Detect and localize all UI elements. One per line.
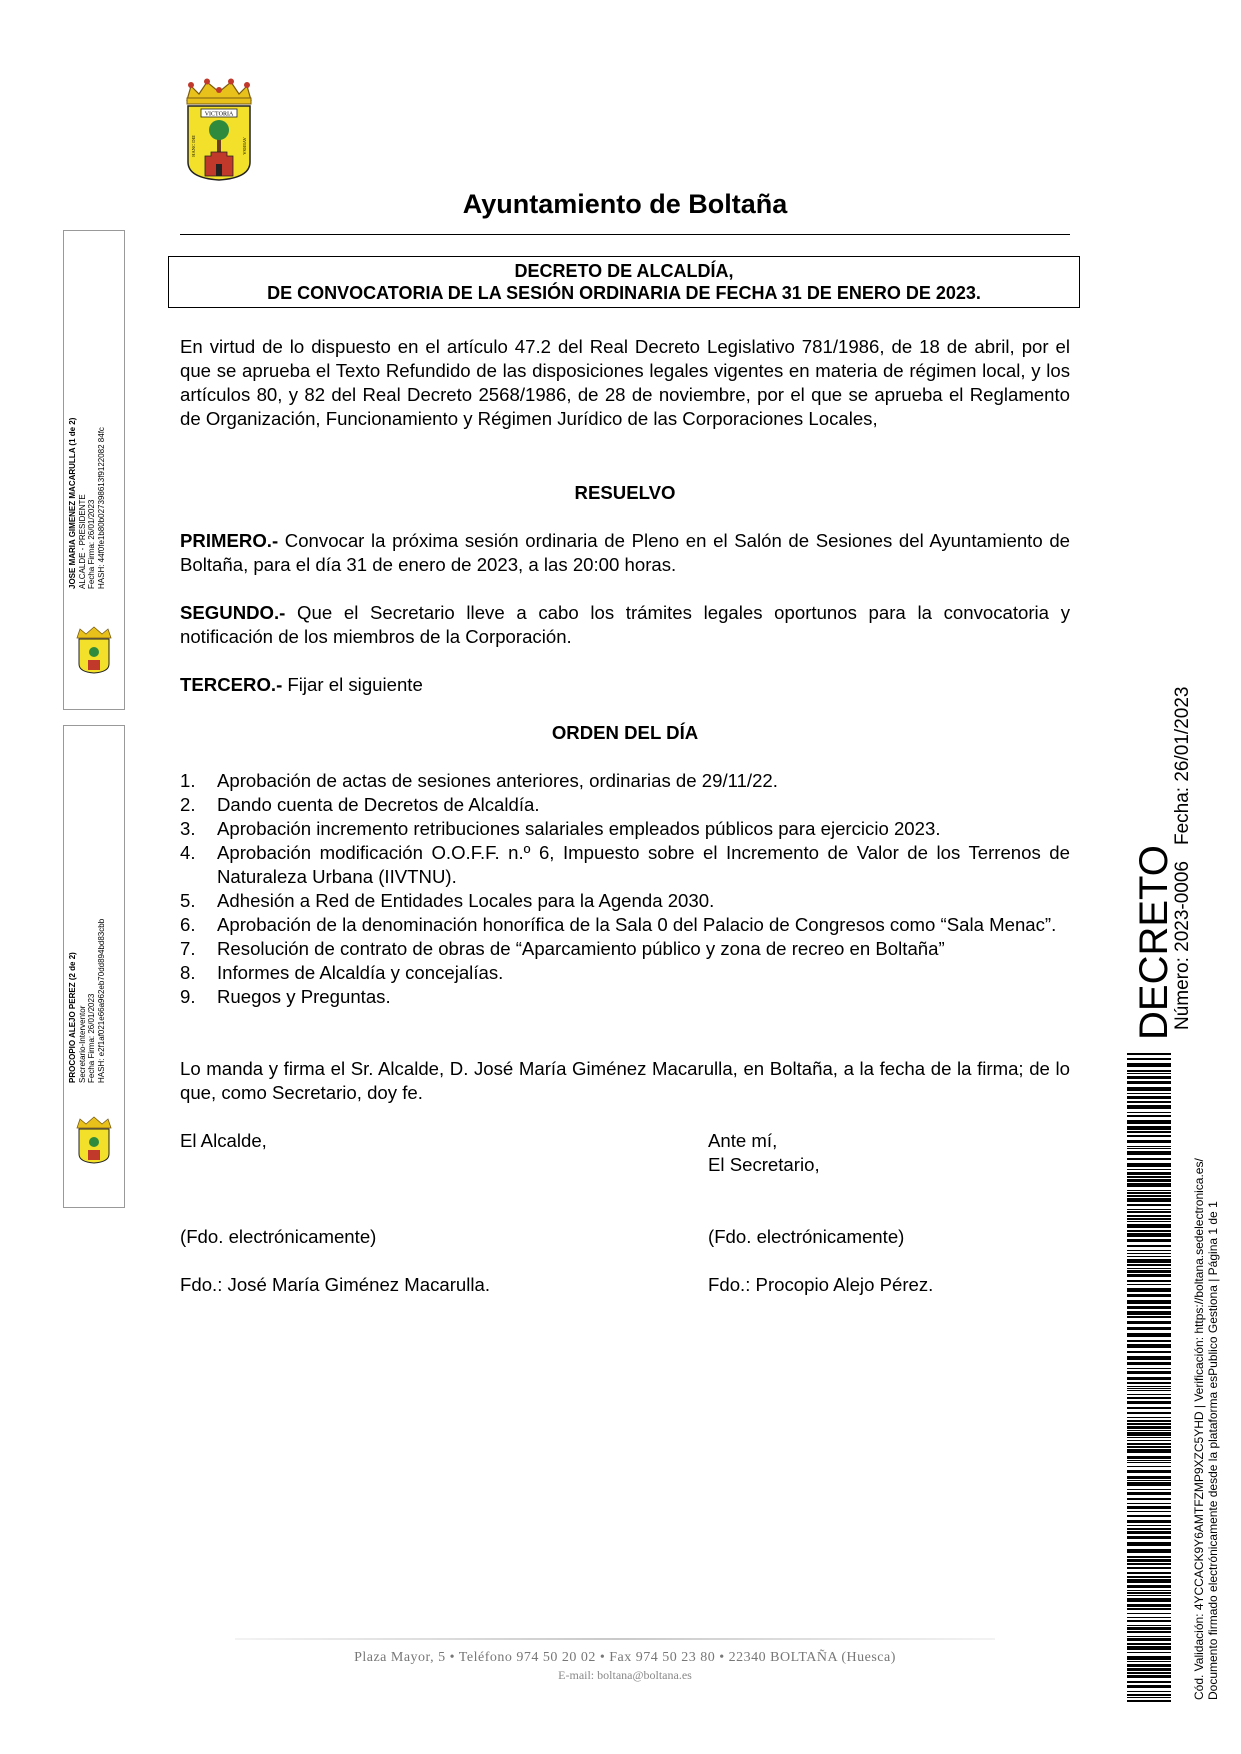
barcode-bar: [1127, 1604, 1171, 1607]
primero-paragraph: [180, 529, 1070, 577]
barcode-bar: [1127, 1681, 1171, 1683]
primero-label: PRIMERO.-: [180, 530, 279, 551]
agenda-item-text: Dando cuenta de Decretos de Alcaldía.: [217, 794, 540, 815]
barcode-bar: [1127, 1572, 1171, 1574]
barcode-bar: [1127, 1192, 1171, 1194]
barcode-bar: [1127, 1245, 1171, 1247]
agenda-item-text: Aprobación de actas de sesiones anteriores, ordinarias de 29/11/22.: [217, 770, 778, 791]
barcode-bar: [1127, 1356, 1171, 1360]
barcode-bar: [1127, 1076, 1171, 1079]
barcode-bar: [1127, 1576, 1171, 1578]
agenda-item-number: 9.: [180, 986, 196, 1007]
agenda-heading: ORDEN DEL DÍA: [551, 722, 699, 743]
barcode-bar: [1127, 1466, 1171, 1467]
barcode-bar: [1127, 1053, 1171, 1055]
secretary-role-line-1: Ante mí,: [708, 1130, 778, 1151]
barcode-bar: [1127, 1470, 1171, 1473]
agenda-item-number: 2.: [180, 794, 196, 815]
decree-date: Fecha: 26/01/2023: [1172, 686, 1193, 845]
agenda-item: [180, 913, 1070, 937]
barcode-bar: [1127, 1520, 1171, 1523]
barcode-bar: [1127, 1638, 1171, 1641]
agenda-item-number: 7.: [180, 938, 196, 959]
barcode-bar: [1127, 1668, 1171, 1671]
barcode-bar: [1127, 1096, 1171, 1099]
agenda-list: [180, 769, 1070, 1009]
barcode-bar: [1127, 1377, 1171, 1380]
barcode-bar: [1127, 1506, 1171, 1509]
barcode-bar: [1127, 1476, 1171, 1479]
barcode-bar: [1127, 1362, 1171, 1365]
barcode-bar: [1127, 1489, 1171, 1490]
footer-address: Plaza Mayor, 5 • Teléfono 974 50 20 02 • Fax 974 50 23 80 • 22340 BOLTAÑA (Huesca): [354, 1650, 896, 1665]
agenda-item-text: Aprobación modificación O.O.F.F. n.º 6, Impuesto sobre el Incremento de Valor de los Terrenos de Naturaleza Urbana (IIVTNU).: [217, 842, 1070, 887]
resuelvo-heading: RESUELVO: [574, 482, 676, 503]
barcode-bar: [1127, 1112, 1171, 1113]
barcode-bar: [1127, 1063, 1171, 1067]
coat-of-arms-logo: [181, 78, 257, 182]
tercero-label: TERCERO.-: [180, 674, 283, 695]
barcode-bar: [1127, 1224, 1171, 1228]
decree-number: Número: 2023-0006: [1172, 861, 1193, 1030]
barcode-bar: [1127, 1195, 1171, 1197]
barcode-bar: [1127, 1617, 1171, 1618]
barcode-bar: [1127, 1300, 1171, 1304]
agenda-item: [180, 889, 1070, 913]
barcode-bar: [1127, 1209, 1171, 1210]
barcode-bar: [1127, 1697, 1171, 1698]
barcode-bar: [1127, 1675, 1171, 1678]
agenda-item-number: 4.: [180, 842, 196, 863]
barcode-bar: [1127, 1284, 1171, 1285]
barcode-bar: [1127, 1556, 1171, 1558]
barcode-bar: [1127, 1230, 1171, 1232]
segundo-text: Que el Secretario lleve a cabo los trámites legales oportunos para la convocatoria y notificación de los miembros de la Corporación.: [180, 602, 1070, 647]
validation-code-line: Cód. Validación: 4YCCACK9Y6AMTFZMP9XZC5YHD | Verificación: https://boltana.sedelectronica.es/: [1192, 1158, 1206, 1700]
segundo-label: SEGUNDO.-: [180, 602, 286, 623]
organization-title: Ayuntamiento de Boltaña: [462, 189, 788, 219]
barcode-bar: [1127, 1691, 1171, 1692]
barcode-bar: [1127, 1190, 1171, 1191]
barcode-bar: [1127, 1656, 1171, 1660]
mayor-electronic-signature: (Fdo. electrónicamente): [180, 1226, 377, 1247]
footer-email: E-mail: boltana@boltana.es: [558, 1668, 692, 1682]
agenda-item: [180, 841, 1070, 889]
barcode-bar: [1127, 1344, 1171, 1348]
barcode-bar: [1127, 1148, 1171, 1149]
secretary-role: [708, 1129, 1068, 1177]
barcode-bar: [1127, 1105, 1171, 1109]
barcode-bar: [1127, 1146, 1171, 1147]
tercero-paragraph: [180, 673, 1070, 697]
barcode-bar: [1127, 1093, 1171, 1094]
barcode-bar: [1127, 1417, 1171, 1418]
barcode-bar: [1127, 1135, 1171, 1137]
barcode-bar: [1127, 1340, 1171, 1342]
barcode-bar: [1127, 1407, 1171, 1409]
header-divider: [180, 234, 1070, 235]
barcode-bar: [1127, 1449, 1171, 1453]
barcode-bar: [1127, 1412, 1171, 1414]
decree-title-line-1: DECRETO DE ALCALDÍA,: [514, 261, 734, 281]
barcode-bar: [1127, 1536, 1171, 1539]
barcode-bar: [1127, 1625, 1171, 1626]
agenda-item-number: 3.: [180, 818, 196, 839]
barcode-bar: [1127, 1183, 1171, 1187]
barcode-bar: [1127, 1613, 1171, 1614]
signature-stamp-text: JOSE MARIA GIMENEZ MACARULLA (1 de 2) ALCALDE - PRESIDENTE Fecha Firma: 26/01/2023 HASH: 44f0fe1b80b027398613f9122082 84fc: [68, 417, 106, 589]
decree-title-box: [168, 256, 1080, 308]
decree-title-line-2: DE CONVOCATORIA DE LA SESIÓN ORDINARIA DE FECHA 31 DE ENERO DE 2023.: [267, 283, 981, 303]
barcode-bar: [1127, 1420, 1171, 1422]
barcode-bar: [1127, 1316, 1171, 1318]
barcode-bar: [1127, 1652, 1171, 1653]
barcode-bar: [1127, 1070, 1171, 1072]
barcode-bar: [1127, 1694, 1171, 1696]
svg-text:HANC DEI: HANC DEI: [191, 135, 196, 157]
barcode-bar: [1127, 1661, 1171, 1662]
svg-text:AVERSA: AVERSA: [242, 137, 247, 155]
barcode-bar: [1127, 1087, 1171, 1091]
barcode-bar: [1127, 1598, 1171, 1602]
barcode-bar: [1127, 1081, 1171, 1084]
barcode-bar: [1127, 1437, 1171, 1438]
barcode-bar: [1127, 1101, 1171, 1103]
barcode-bar: [1127, 1294, 1171, 1297]
agenda-item-number: 8.: [180, 962, 196, 983]
barcode-bar: [1127, 1311, 1171, 1315]
barcode-bar: [1127, 1233, 1171, 1237]
barcode-bar: [1127, 1620, 1171, 1622]
barcode-bar: [1127, 1327, 1171, 1330]
coat-of-arms-small-icon: [73, 1116, 115, 1164]
barcode-bar: [1127, 1288, 1171, 1292]
barcode-bar: [1127, 1480, 1171, 1481]
signature-stamp-secretary: [63, 725, 125, 1208]
barcode-bar: [1127, 1172, 1171, 1175]
barcode-bar: [1127, 1664, 1171, 1667]
barcode-bar: [1127, 1492, 1171, 1495]
barcode-bar: [1127, 1440, 1171, 1441]
agenda-item: [180, 793, 1070, 817]
barcode-bar: [1127, 1215, 1171, 1217]
barcode-bar: [1127, 1672, 1171, 1674]
tercero-text: Fijar el siguiente: [282, 674, 423, 695]
barcode-bar: [1127, 1394, 1171, 1395]
barcode-bar: [1127, 1268, 1171, 1269]
barcode-bar: [1127, 1126, 1171, 1130]
barcode-bar: [1127, 1549, 1171, 1553]
barcode-bar: [1127, 1579, 1171, 1583]
barcode-bar: [1127, 1390, 1171, 1391]
preamble-paragraph: En virtud de lo dispuesto en el artículo 47.2 del Real Decreto Legislativo 781/1986, de 18 de abril, por el que se aprueba el Texto Refundido de las disposiciones legales vigentes en materia de régimen local, y los artículos 80, y 82 del Real Decreto 2568/1986, de 28 de noviembre, por el que se aprueba el Reglamento de Organización, Funcionamiento y Régimen Jurídico de las Corporaciones Locales,: [180, 336, 1070, 429]
secretary-signature-name: Fdo.: Procopio Alejo Pérez.: [708, 1274, 934, 1295]
barcode-bar: [1127, 1151, 1171, 1155]
validation-text: [1192, 1158, 1220, 1700]
barcode-bar: [1127, 1163, 1171, 1167]
barcode-bar: [1127, 1306, 1171, 1309]
barcode-bar: [1127, 1608, 1171, 1610]
barcode-bar: [1127, 1525, 1171, 1526]
signature-stamp-text: PROCOPIO ALEJO PEREZ (2 de 2) Secretario-Interventor Fecha Firma: 26/01/2023 HASH: e2f1af021e66a962eb70dd894bd83cbb: [68, 918, 106, 1083]
agenda-item: [180, 985, 1070, 1009]
mayor-role: El Alcalde,: [180, 1130, 267, 1151]
barcode-bar: [1127, 1158, 1171, 1160]
barcode-bar: [1127, 1256, 1171, 1257]
barcode-bar: [1127, 1636, 1171, 1637]
barcode-bar: [1127, 1382, 1171, 1384]
barcode-bar: [1127, 1585, 1171, 1588]
barcode-bar: [1127, 1058, 1171, 1060]
barcode-bar: [1127, 1397, 1171, 1399]
barcode-bar: [1127, 1221, 1171, 1222]
agenda-item-number: 6.: [180, 914, 196, 935]
barcode-bar: [1127, 1274, 1171, 1277]
barcode-bar: [1127, 1567, 1171, 1569]
barcode-bar: [1127, 1073, 1171, 1074]
barcode-bar: [1127, 1386, 1171, 1387]
barcode-bar: [1127, 1685, 1171, 1688]
barcode-bar: [1127, 1280, 1171, 1282]
agenda-item: [180, 817, 1070, 841]
barcode-bar: [1127, 1528, 1171, 1530]
svg-text:VICTORIA: VICTORIA: [204, 111, 234, 118]
barcode-bar: [1127, 1115, 1171, 1117]
barcode-bar: [1127, 1460, 1171, 1461]
barcode-bar: [1127, 1179, 1171, 1182]
barcode-bar: [1127, 1368, 1171, 1369]
barcode-bar: [1127, 1646, 1171, 1650]
barcode-bar: [1127, 1218, 1171, 1220]
barcode-bar: [1127, 1120, 1171, 1124]
barcode-bar: [1127, 1169, 1171, 1170]
barcode-bar: [1127, 1592, 1171, 1594]
barcode-bar: [1127, 1446, 1171, 1448]
barcode-bar: [1127, 1198, 1171, 1202]
secretary-role-line-2: El Secretario,: [708, 1154, 820, 1175]
platform-signature-line: Documento firmado electrónicamente desde la plataforma esPublico Gestiona | Página 1 de 1: [1206, 1201, 1220, 1700]
barcode-bar: [1127, 1443, 1171, 1445]
barcode-bar: [1127, 1321, 1171, 1324]
agenda-item-text: Aprobación de la denominación honorífica de la Sala 0 del Palacio de Congresos como “Sala Menac”.: [217, 914, 1057, 935]
barcode-bar: [1127, 1511, 1171, 1512]
barcode-bar: [1127, 1627, 1171, 1630]
barcode-bar: [1127, 1211, 1171, 1213]
agenda-item: [180, 961, 1070, 985]
barcode-bar: [1127, 1631, 1171, 1633]
barcode-bar: [1127, 1515, 1171, 1517]
primero-text: Convocar la próxima sesión ordinaria de Pleno en el Salón de Sesiones del Ayuntamiento de Boltaña, para el día 31 de enero de 2023, a las 20:00 horas.: [180, 530, 1070, 575]
barcode-bar: [1127, 1333, 1171, 1337]
barcode-bar: [1127, 1432, 1171, 1436]
barcode-bar: [1127, 1542, 1171, 1546]
agenda-item: [180, 769, 1070, 793]
barcode-bar: [1127, 1531, 1171, 1534]
barcode-bar: [1127, 1482, 1171, 1486]
barcode-bar: [1127, 1503, 1171, 1504]
mayor-signature-name: Fdo.: José María Giménez Macarulla.: [180, 1274, 491, 1295]
agenda-item-text: Adhesión a Red de Entidades Locales para la Agenda 2030.: [217, 890, 715, 911]
barcode-bar: [1127, 1253, 1171, 1254]
barcode-bar: [1127, 1643, 1171, 1645]
barcode-bar: [1127, 1250, 1171, 1251]
barcode-bar: [1127, 1590, 1171, 1591]
agenda-item-text: Aprobación incremento retribuciones salariales empleados públicos para ejercicio 2023.: [217, 818, 941, 839]
barcode-bar: [1127, 1700, 1171, 1702]
barcode-bar: [1127, 1456, 1171, 1459]
decreto-vertical-label: DECRETO: [1132, 845, 1176, 1040]
barcode-bar: [1127, 1176, 1171, 1178]
barcode-bar: [1127, 1351, 1171, 1353]
agenda-item-text: Ruegos y Preguntas.: [217, 986, 391, 1007]
validation-barcode: [1127, 1052, 1171, 1702]
agenda-item-text: Informes de Alcaldía y concejalías.: [217, 962, 504, 983]
barcode-bar: [1127, 1371, 1171, 1374]
closing-paragraph: Lo manda y firma el Sr. Alcalde, D. José María Giménez Macarulla, en Boltaña, a la fecha de la firma; de lo que, como Secretario, doy fe.: [180, 1058, 1070, 1103]
barcode-bar: [1127, 1131, 1171, 1133]
barcode-bar: [1127, 1498, 1171, 1500]
barcode-bar: [1127, 1559, 1171, 1562]
footer-divider: [235, 1638, 995, 1640]
agenda-item: [180, 937, 1070, 961]
segundo-paragraph: [180, 601, 1070, 649]
barcode-bar: [1127, 1239, 1171, 1242]
barcode-bar: [1127, 1462, 1171, 1463]
agenda-item-text: Resolución de contrato de obras de “Aparcamiento público y zona de recreo en Boltaña”: [217, 938, 945, 959]
barcode-bar: [1127, 1204, 1171, 1206]
secretary-electronic-signature: (Fdo. electrónicamente): [708, 1226, 905, 1247]
barcode-bar: [1127, 1426, 1171, 1429]
barcode-bar: [1127, 1140, 1171, 1143]
barcode-bar: [1127, 1264, 1171, 1266]
barcode-bar: [1127, 1595, 1171, 1596]
barcode-bar: [1127, 1563, 1171, 1565]
agenda-item-number: 5.: [180, 890, 196, 911]
agenda-item-number: 1.: [180, 770, 196, 791]
barcode-bar: [1127, 1270, 1171, 1273]
barcode-bar: [1127, 1423, 1171, 1425]
barcode-bar: [1127, 1388, 1171, 1389]
barcode-bar: [1127, 1259, 1171, 1263]
barcode-bar: [1127, 1401, 1171, 1404]
barcode-bar: [1127, 1430, 1171, 1431]
